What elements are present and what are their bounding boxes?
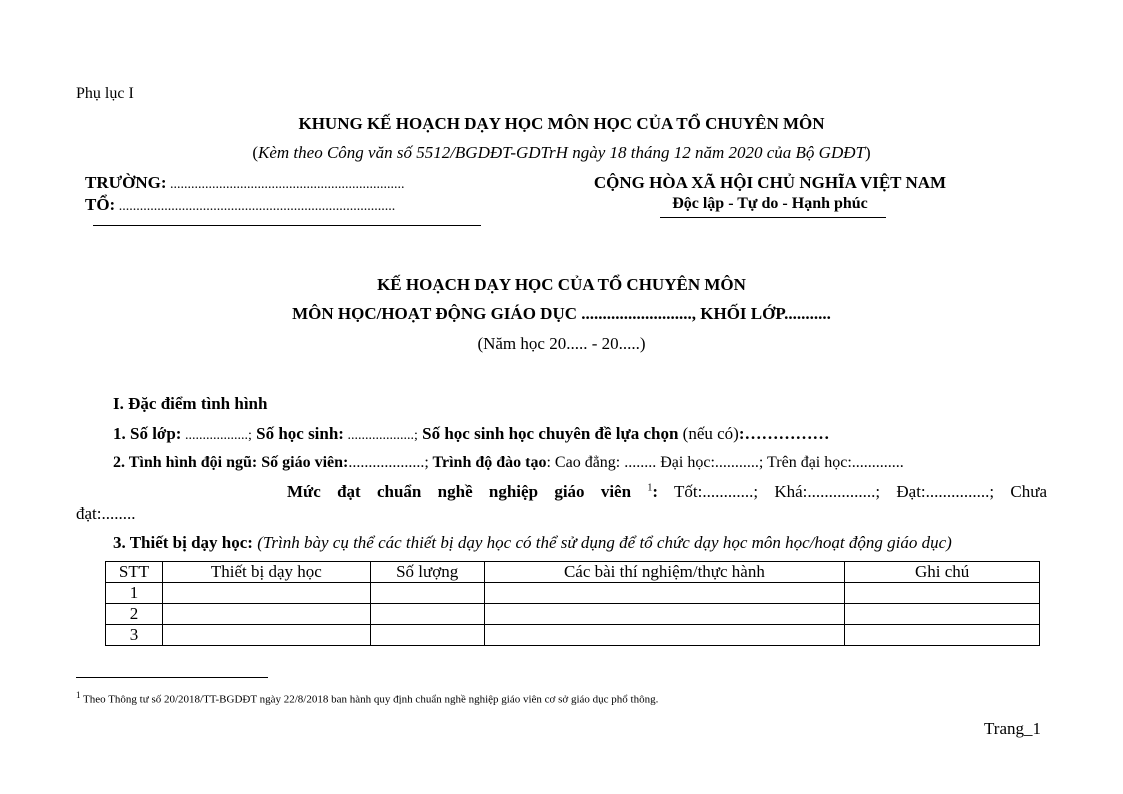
equipment-line [113, 533, 952, 553]
cell-equipment[interactable] [162, 604, 370, 625]
cell-experiments[interactable] [484, 604, 845, 625]
school-dots: ................................................................... [166, 177, 405, 192]
staff-line [113, 454, 904, 472]
footnote-text: Theo Thông tư số 20/2018/TT-BGDĐT ngày 22/8/2018 ban hành quy định chuẩn nghề nghiệp giáo viên cơ sở giáo dục phổ thông. [80, 693, 659, 706]
cell-experiments[interactable] [484, 625, 845, 646]
cell-equipment[interactable] [162, 625, 370, 646]
footnote-separator [76, 677, 268, 678]
country-name: CỘNG HÒA XÃ HỘI CHỦ NGHĨA VIỆT NAM [593, 173, 947, 192]
table-row [106, 625, 1040, 646]
staff-count-label: 2. Tình hình đội ngũ: Số giáo viên: [113, 454, 349, 471]
equipment-label: 3. Thiết bị dạy học: [113, 533, 253, 552]
cell-notes[interactable] [845, 583, 1040, 604]
elective-students-label: Số học sinh học chuyên đề lựa chọn [417, 424, 679, 443]
cell-notes[interactable] [845, 604, 1040, 625]
section1-heading: I. Đặc điểm tình hình [113, 394, 268, 413]
cell-quantity[interactable] [370, 583, 484, 604]
student-count-label: Số học sinh: [251, 424, 344, 443]
table-row [106, 583, 1040, 604]
cell-quantity[interactable] [370, 604, 484, 625]
standard-colon: : [652, 482, 659, 501]
standard-values: Tốt:............; Khá:................; Đạt:...............; Chưa [658, 482, 1048, 501]
standard-label: Mức đạt chuẩn nghề nghiệp giáo viên [287, 482, 632, 501]
equipment-table [105, 561, 1040, 646]
subtitle-close-paren: ) [864, 143, 871, 162]
subtitle-text: Kèm theo Công văn số 5512/BGDĐT-GDTrH ngày 18 tháng 12 năm 2020 của Bộ GDĐT [258, 143, 865, 162]
class-count-label: 1. Số lớp: [113, 424, 182, 443]
elective-note: (nếu có) [678, 424, 739, 443]
col-header-experiments: Các bài thí nghiệm/thực hành [484, 562, 845, 583]
cell-equipment[interactable] [162, 583, 370, 604]
cell-stt: 3 [106, 625, 163, 646]
subtitle [0, 143, 1123, 163]
standard-line [287, 482, 1047, 502]
cell-stt: 1 [106, 583, 163, 604]
footnote-mark: 1 [76, 690, 81, 700]
cell-notes[interactable] [845, 625, 1040, 646]
school-label: TRƯỜNG: [85, 173, 167, 192]
qualification-label: Trình độ đào tạo [428, 454, 547, 471]
cell-stt: 2 [106, 604, 163, 625]
team-dots: ............................................................................... [115, 199, 396, 214]
appendix-label: Phụ lục I [76, 85, 134, 102]
team-line [85, 195, 395, 215]
footnote [76, 690, 658, 706]
table-row [106, 604, 1040, 625]
subtitle-open-paren: ( [252, 143, 259, 162]
col-header-equipment: Thiết bị dạy học [162, 562, 370, 583]
staff-count-dots: ...................; [348, 454, 429, 471]
school-line [85, 173, 405, 193]
col-header-quantity: Số lượng [370, 562, 484, 583]
col-header-stt: STT [106, 562, 163, 583]
table-header-row [106, 562, 1040, 583]
class-count-dots: ..................; [181, 428, 252, 443]
country-slogan: Độc lập - Tự do - Hạnh phúc [672, 195, 868, 212]
elective-dots: :…………… [738, 424, 830, 443]
main-title: KHUNG KẾ HOẠCH DẠY HỌC MÔN HỌC CỦA TỔ CHUYÊN MÔN [298, 114, 825, 133]
team-label: TỔ: [85, 195, 116, 214]
plan-title: KẾ HOẠCH DẠY HỌC CỦA TỔ CHUYÊN MÔN [377, 275, 746, 294]
header-left-divider [93, 225, 481, 226]
standard-continuation: đạt:........ [76, 504, 136, 523]
plan-subject-line: MÔN HỌC/HOẠT ĐỘNG GIÁO DỤC .........................., KHỐI LỚP........... [292, 304, 831, 323]
plan-school-year: (Năm học 20..... - 20.....) [477, 334, 646, 353]
footnote-ref: 1 [647, 482, 653, 494]
page-number: Trang_1 [984, 719, 1041, 738]
cell-experiments[interactable] [484, 583, 845, 604]
col-header-notes: Ghi chú [845, 562, 1040, 583]
qualification-values: : Cao đẳng: ........ Đại học:...........; Trên đại học:............. [546, 454, 904, 471]
class-count-line [113, 424, 830, 444]
equipment-description: (Trình bày cụ thể các thiết bị dạy học có thể sử dụng để tổ chức dạy học môn học/hoạt động giáo dục) [252, 533, 952, 552]
cell-quantity[interactable] [370, 625, 484, 646]
student-count-dots: ...................; [343, 428, 418, 443]
slogan-underline [660, 217, 886, 218]
